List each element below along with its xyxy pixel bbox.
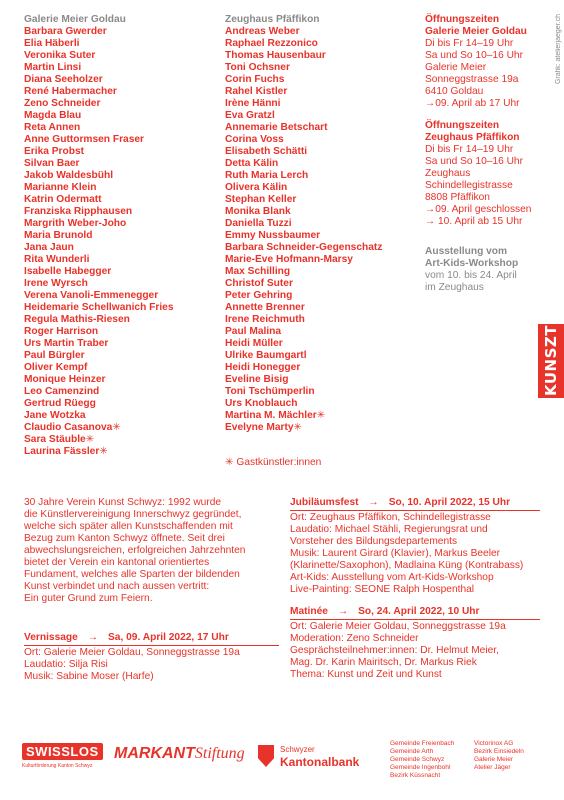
bank-shield-icon xyxy=(258,745,274,767)
artist-name: Peter Gehring xyxy=(225,290,293,301)
opening-hours-goldau: Öffnungszeiten Galerie Meier Goldau Di bis Fr 14–19 Uhr Sa und So 10–16 Uhr Galerie Meier Sonneggstrasse 19a 6410 Goldau →09. April ab 17 Uhr xyxy=(425,14,540,110)
event-detail: Art-Kids: Ausstellung vom Art-Kids-Workshop xyxy=(290,572,494,583)
kids-exhibition-info: Ausstellung vom Art-Kids-Workshop vom 10. bis 24. April im Zeughaus xyxy=(425,246,540,294)
arrow-right-icon: → xyxy=(87,632,98,643)
artist-name: Monique Heinzer xyxy=(24,374,106,385)
artist-name: Gertrud Rüegg xyxy=(24,398,96,409)
artist-name: Paul Malina xyxy=(225,326,282,337)
artist-name: Emmy Nussbaumer xyxy=(225,230,321,241)
sponsor-name: Gemeinde Arth xyxy=(390,748,434,755)
intro-line: Ein guter Grund zum Feiern. xyxy=(24,593,153,604)
artist-name: Urs Martin Traber xyxy=(24,338,109,349)
artist-name: Jakob Waldesbühl xyxy=(24,170,114,181)
artist-name: Irene Reichmuth xyxy=(225,314,305,325)
artist-name: Irene Wyrsch xyxy=(24,278,88,289)
info-line: im Zeughaus xyxy=(425,282,484,293)
sponsor-name: Atelier Jäger xyxy=(474,764,511,771)
artist-name: Monika Blank xyxy=(225,206,291,217)
hours-line: Sa und So 10–16 Uhr xyxy=(425,156,523,167)
hours-line: Galerie Meier xyxy=(425,62,487,73)
sponsor-name: Galerie Meier xyxy=(474,756,514,763)
star-icon: ✳ xyxy=(293,422,303,433)
artist-name: Stephan Keller xyxy=(225,194,297,205)
artist-name: Olivera Kälin xyxy=(225,182,288,193)
artist-name: Katrin Odermatt xyxy=(24,194,102,205)
artist-name: Annette Brenner xyxy=(225,302,305,313)
artist-name: Jane Wotzka xyxy=(24,410,86,421)
artist-name: Veronika Suter xyxy=(24,50,96,61)
markant-stiftung-logo: MARKANTStiftung xyxy=(114,745,245,762)
artist-name: Isabelle Habegger xyxy=(24,266,112,277)
artist-name: Daniella Tuzzi xyxy=(225,218,292,229)
event-matinee: Matinée → So, 24. April 2022, 10 Uhr Ort: Galerie Meier Goldau, Sonneggstrasse 19a Moderation: Zeno Schneider Gesprächsteilnehmer:innen: Dr. Helmut Meier, Mag. Dr. Karin Mairitsch, Dr. Markus Riek Thema: Kunst und Zeit und Kunst xyxy=(290,606,540,681)
hours-line: Di bis Fr 14–19 Uhr xyxy=(425,144,514,155)
intro-line: Kunst verbindet und nach aussen vertritt: xyxy=(24,581,210,592)
hours-line: 6410 Goldau xyxy=(425,86,484,97)
hours-line: Di bis Fr 14–19 Uhr xyxy=(425,38,514,49)
artist-name: Franziska Ripphausen xyxy=(24,206,133,217)
artist-name: Margrith Weber-Joho xyxy=(24,218,127,229)
artist-name: Eveline Bisig xyxy=(225,374,289,385)
sponsor-name: Bezirk Küssnacht xyxy=(390,772,441,779)
intro-line: die Künstlervereinigung Innerschwyz gegründet, xyxy=(24,509,242,520)
info-line: vom 10. bis 24. April xyxy=(425,270,517,281)
artist-name: Marianne Klein xyxy=(24,182,97,193)
artist-name: Detta Kälin xyxy=(225,158,279,169)
sponsor-name: Gemeinde Schwyz xyxy=(390,756,445,763)
arrow-right-icon: → xyxy=(337,606,349,617)
artist-name: Corina Voss xyxy=(225,134,284,145)
guest-artist-name: Sara Stäuble✳ xyxy=(24,434,95,445)
intro-line: Bezug zum Kanton Schwyz öffnete. Seit drei xyxy=(24,533,225,544)
star-icon: ✳ xyxy=(225,457,234,468)
intro-line: abwechslungsreichen, erfolgreichen Jahrzehnten xyxy=(24,545,246,556)
artist-name: Elia Häberli xyxy=(24,38,80,49)
event-detail: Ort: Galerie Meier Goldau, Sonneggstrasse 19a xyxy=(290,621,506,632)
guest-artist-name: Laurina Fässler✳ xyxy=(24,446,108,457)
arrow-right-icon: → xyxy=(368,497,379,508)
event-detail: Ort: Galerie Meier Goldau, Sonneggstrasse 19a xyxy=(24,647,240,658)
artist-name: Irène Hänni xyxy=(225,98,281,109)
hours-line: → 10. April ab 15 Uhr xyxy=(425,216,523,227)
sponsor-name: Gemeinde Freienbach xyxy=(390,740,455,747)
swisslos-logo: SWISSLOS Kulturförderung Kanton Schwyz xyxy=(22,743,103,769)
event-detail: Thema: Kunst und Zeit und Kunst xyxy=(290,669,442,680)
artist-name: Silvan Baer xyxy=(24,158,80,169)
artist-name: Oliver Kempf xyxy=(24,362,88,373)
sponsor-logos xyxy=(22,740,542,790)
hours-line: Sa und So 10–16 Uhr xyxy=(425,50,523,61)
intro-line: Fundament, welches alle Sparten der bildenden xyxy=(24,569,240,580)
event-detail: Laudatio: Michael Stähli, Regierungsrat und xyxy=(290,524,488,535)
guest-artist-name: Evelyne Marty✳ xyxy=(225,422,303,433)
artist-name: Thomas Hausenbaur xyxy=(225,50,326,61)
artist-name: Roger Harrison xyxy=(24,326,99,337)
artist-name: Annemarie Betschart xyxy=(225,122,328,133)
event-vernissage: Vernissage → Sa, 09. April 2022, 17 Uhr Ort: Galerie Meier Goldau, Sonneggstrasse 19a Laudatio: Silja Risi Musik: Sabine Moser (Harfe) xyxy=(24,632,279,683)
artist-name: Corin Fuchs xyxy=(225,74,285,85)
artist-name: Rahel Kistler xyxy=(225,86,288,97)
artist-name: René Habermacher xyxy=(24,86,117,97)
sponsor-list-partners xyxy=(474,740,524,772)
sponsor-name: Gemeinde Ingenbohl xyxy=(390,764,451,771)
artist-name: Verena Vanoli-Emmenegger xyxy=(24,290,159,301)
event-detail: Vorsteher des Bildungsdepartements xyxy=(290,536,458,547)
column-heading: Zeughaus Pfäffikon xyxy=(225,14,320,25)
artist-name: Toni Tschümperlin xyxy=(225,386,315,397)
event-detail: (Klarinette/Saxophon), Madlaina Küng (Kontrabass) xyxy=(290,560,524,571)
intro-line: welche sich später allen Kunstschaffenden mit xyxy=(24,521,233,532)
sponsor-name: Bezirk Einsiedeln xyxy=(474,748,524,755)
artist-name: Raphael Rezzonico xyxy=(225,38,318,49)
artist-name: Paul Bürgler xyxy=(24,350,85,361)
guest-artist-name: Martina M. Mächler✳ xyxy=(225,410,326,421)
artist-name: Heidemarie Schellwanich Fries xyxy=(24,302,174,313)
artist-name: Reta Annen xyxy=(24,122,81,133)
artist-name: Diana Seeholzer xyxy=(24,74,103,85)
intro-line: 30 Jahre Verein Kunst Schwyz: 1992 wurde xyxy=(24,497,222,508)
event-detail: Laudatio: Silja Risi xyxy=(24,659,108,670)
artist-name: Toni Ochsner xyxy=(225,62,290,73)
artist-name: Elisabeth Schätti xyxy=(225,146,308,157)
artist-name: Andreas Weber xyxy=(225,26,300,37)
info-column xyxy=(425,14,540,304)
event-detail: Live-Painting: SEONE Ralph Hospenthal xyxy=(290,584,475,595)
hours-line: Schindellegistrasse xyxy=(425,180,513,191)
artist-name: Magda Blau xyxy=(24,110,82,121)
artist-name: Regula Mathis-Riesen xyxy=(24,314,130,325)
artist-name: Zeno Schneider xyxy=(24,98,101,109)
star-icon: ✳ xyxy=(316,410,326,421)
artist-name: Maria Brunold xyxy=(24,230,93,241)
hours-line: →09. April ab 17 Uhr xyxy=(425,98,520,109)
artist-name: Erika Probst xyxy=(24,146,85,157)
artist-name: Ruth Maria Lerch xyxy=(225,170,309,181)
artist-name: Urs Knoblauch xyxy=(225,398,298,409)
event-detail: Ort: Zeughaus Pfäffikon, Schindellegistrasse xyxy=(290,512,491,523)
intro-line: bietet der Verein ein kantonal orientiertes xyxy=(24,557,210,568)
event-jubilaeumsfest: Jubiläumsfest → So, 10. April 2022, 15 Uhr Ort: Zeughaus Pfäffikon, Schindellegistrasse Laudatio: Michael Stähli, Regierungsrat und Vorsteher des Bildungsdepartements Musik: Laurent Girard (Klavier), Markus Beeler (Klarinette/Saxophon), Madlaina Küng (Kontrabass) Art-Kids: Ausstellung vom Art-Kids-Workshop Live-Painting: SEONE Ralph Hospenthal xyxy=(290,497,540,596)
artist-name: Ulrike Baumgartl xyxy=(225,350,307,361)
hours-line: →09. April geschlossen xyxy=(425,204,532,215)
artist-name: Marie-Eve Hofmann-Marsy xyxy=(225,254,353,265)
guest-artist-name: Claudio Casanova✳ xyxy=(24,422,121,433)
artist-name: Martin Linsi xyxy=(24,62,82,73)
sponsor-name: Victorinox AG xyxy=(474,740,514,747)
artist-name: Barbara Schneider-Gegenschatz xyxy=(225,242,383,253)
artists-column-pfaeffikon xyxy=(225,14,382,434)
artist-name: Leo Camenzind xyxy=(24,386,100,397)
event-detail: Mag. Dr. Karin Mairitsch, Dr. Markus Riek xyxy=(290,657,477,668)
intro-text xyxy=(24,497,279,605)
event-detail: Musik: Laurent Girard (Klavier), Markus Beeler xyxy=(290,548,501,559)
star-icon: ✳ xyxy=(85,434,95,445)
schwyzer-kantonalbank-logo: Schwyzer Kantonalbank xyxy=(258,744,359,768)
artist-name: Heidi Müller xyxy=(225,338,283,349)
artist-name: Eva Gratzl xyxy=(225,110,275,121)
artists-column-goldau xyxy=(24,14,173,458)
artist-name: Jana Jaun xyxy=(24,242,74,253)
hours-line: Sonneggstrasse 19a xyxy=(425,74,519,85)
graphic-credit: Grafik: atelierjaeger.ch xyxy=(555,14,562,85)
artist-name: Rita Wunderli xyxy=(24,254,90,265)
event-detail: Moderation: Zeno Schneider xyxy=(290,633,419,644)
artist-name: Heidi Honegger xyxy=(225,362,301,373)
hours-line: Zeughaus xyxy=(425,168,471,179)
artist-name: Anne Guttormsen Fraser xyxy=(24,134,145,145)
artist-name: Barbara Gwerder xyxy=(24,26,107,37)
sponsor-list-municipalities xyxy=(390,740,454,780)
star-icon: ✳ xyxy=(99,446,108,457)
event-detail: Musik: Sabine Moser (Harfe) xyxy=(24,671,154,682)
artist-name: Christof Suter xyxy=(225,278,293,289)
opening-hours-pfaeffikon: Öffnungszeiten Zeughaus Pfäffikon Di bis Fr 14–19 Uhr Sa und So 10–16 Uhr Zeughaus Schindellegistrasse 8808 Pfäffikon →09. April geschlossen → 10. April ab 15 Uhr xyxy=(425,120,540,228)
column-heading: Galerie Meier Goldau xyxy=(24,14,126,25)
event-detail: Gesprächsteilnehmer:innen: Dr. Helmut Meier, xyxy=(290,645,499,656)
star-icon: ✳ xyxy=(112,422,121,433)
artist-name: Max Schilling xyxy=(225,266,291,277)
hours-line: 8808 Pfäffikon xyxy=(425,192,490,203)
guest-artist-note: ✳ Gastkünstler:innen xyxy=(225,457,322,468)
artist-list xyxy=(24,26,173,458)
kunszt-logo: KUNSZT xyxy=(538,324,564,398)
artist-list xyxy=(225,26,382,434)
